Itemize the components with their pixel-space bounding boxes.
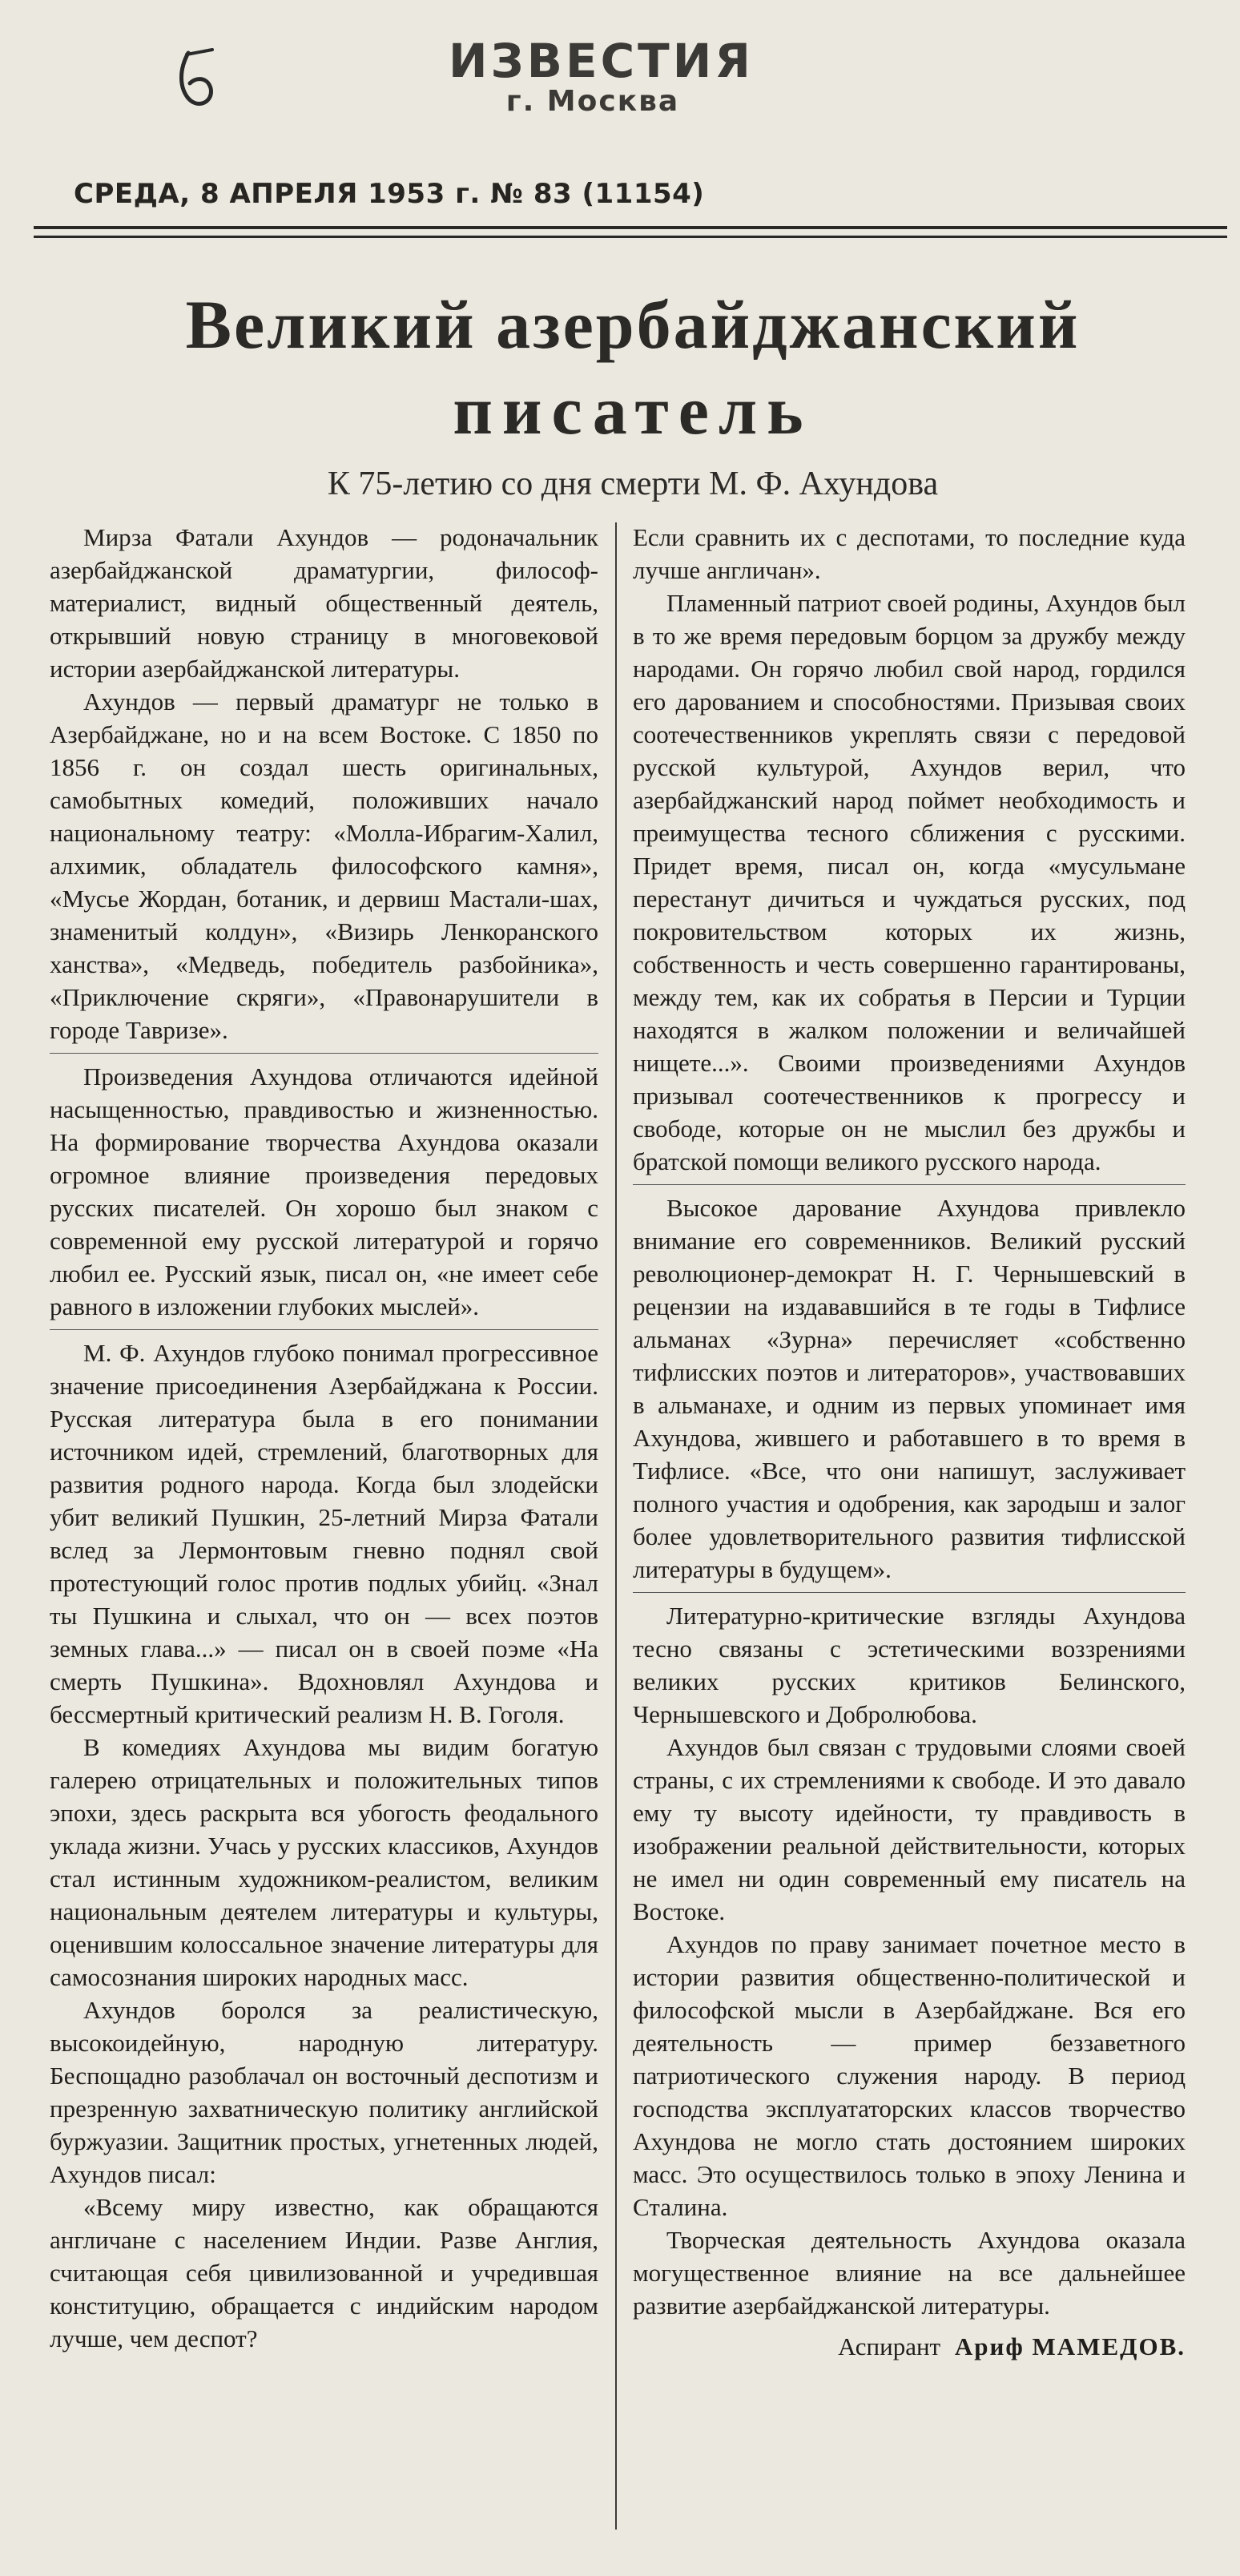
article-column-1 [50, 521, 598, 2355]
newspaper-stamp [449, 34, 754, 118]
paragraph: Пламенный патриот своей родины, Ахундов был в то же время передовым борцом за дружбу между народами. Он горячо любил свой народ, гордился его дарованием и способностями. Призывая своих соотечественников укреплять связи с передовой русской культурой, Ахундов верил, что азербайджанский народ поймет необходимость и преимущества тесного сближения с русскими. Придет время, писал он, когда «мусульмане перестанут дичиться и чуждаться русских, под покровительством которых их жизнь, собственность и честь совершенно гарантированы, между тем, как их собратья в Персии и Турции находятся в жалком положении и величайшей нищете...». Своими произведениями Ахундов призывал соотечественников к прогрессу и свободе, которые он не мыслил без дружбы и братской помощи великого русского народа. [633, 589, 1186, 1175]
header-rule-top [34, 226, 1227, 229]
handwritten-mark [164, 46, 228, 119]
signature-role: Аспирант [838, 2332, 941, 2360]
paragraph: Мирза Фатали Ахундов — родоначальник азербайджанской драматургии, философ-материалист, видный общественный деятель, открывший новую страницу в многовековой истории азербайджанской литературы. [50, 523, 598, 683]
paragraph: Если сравнить их с деспотами, то последние куда лучше англичан». [633, 523, 1186, 584]
paragraph: Ахундов по праву занимает почетное место в истории развития общественно-политической и философской мысли в Азербайджане. Вся его деятельность — пример беззаветного патриотического служения народу. В период господства эксплуататорских классов творчество Ахундова не могло стать достоянием широких масс. Это осуществилось только в эпоху Ленина и Сталина. [633, 1930, 1186, 2221]
signature [633, 2330, 1186, 2363]
paragraph: Творческая деятельность Ахундова оказала могущественное влияние на все дальнейшее развитие азербайджанской литературы. [633, 2226, 1186, 2320]
paragraph: Литературно-критические взгляды Ахундова тесно связаны с эстетическими воззрениями великих русских критиков Белинского, Чернышевского и Добролюбова. [633, 1592, 1186, 1731]
paragraph: «Всему миру известно, как обращаются англичане с населением Индии. Разве Англия, считающая себя цивилизованной и учредившая конституцию, обращается с индийским народом лучше, чем деспот? [50, 2193, 598, 2352]
paragraph: Ахундов был связан с трудовыми слоями своей страны, с их стремлениями к свободе. И это давало ему ту высоту идейности, ту правдивость в изображении реальной действительности, которых не имел ни один современный ему писатель на Востоке. [633, 1733, 1186, 1925]
column-divider [615, 522, 617, 2530]
signature-name: Ариф МАМЕДОВ. [954, 2332, 1186, 2360]
article-title-line1: Великий азербайджанский [185, 286, 1081, 363]
paragraph: Ахундов — первый драматург не только в Азербайджане, но и на всем Востоке. С 1850 по 1856 г. он создал шесть оригинальных, самобытных комедий, положивших начало национальному театру: «Молла-Ибрагим-Халил, алхимик, обладатель философского камня», «Мусье Жордан, ботаник, и дервиш Мастали-шах, знаменитый колдун», «Визирь Ленкоранского ханства», «Медведь, победитель разбойника», «Приключение скряги», «Правонарушители в городе Тавризе». [50, 687, 598, 1044]
header-rule-bottom [34, 236, 1227, 238]
paragraph: М. Ф. Ахундов глубоко понимал прогрессивное значение присоединения Азербайджана к России. Русская литература была в его понимании источником идей, стремлений, благотворных для развития родного народа. Когда был злодейски убит великий Пушкин, 25-летний Мирза Фатали вслед за Лермонтовым гневно поднял свой протестующий голос против подлых убийц. «Знал ты Пушкина и слыхал, что он — всех поэтов земных глава...» — писал он в своей поэме «На смерть Пушкина». Вдохновлял Ахундова и бессмертный критический реализм Н. В. Гоголя. [50, 1329, 598, 1731]
paragraph: Произведения Ахундова отличаются идейной насыщенностью, правдивостью и жизненностью. На формирование творчества Ахундова оказали огромное влияние произведения передовых русских писателей. Он хорошо был знаком с современной ему русской литературой и горячо любил ее. Русский язык, писал он, «не имеет себе равного в изложении глубоких мыслей». [50, 1053, 598, 1323]
article-title-line2: писатель [453, 372, 813, 449]
dateline: СРЕДА, 8 АПРЕЛЯ 1953 г. № 83 (11154) [74, 178, 705, 210]
stamp-paper-name: ИЗВЕСТИЯ [449, 34, 754, 88]
article-column-2 [633, 521, 1186, 2363]
article-subtitle: К 75-летию со дня смерти М. Ф. Ахундова [327, 466, 939, 502]
paragraph: В комедиях Ахундова мы видим богатую галерею отрицательных и положительных типов эпохи, здесь раскрыта вся убогость феодального уклада жизни. Учась у русских классиков, Ахундов стал истинным художником-реалистом, великим национальным деятелем литературы и культуры, оценившим колоссальное значение литературы для самосознания широких народных масс. [50, 1733, 598, 1991]
stamp-city: г. Москва [505, 85, 680, 118]
paragraph: Ахундов боролся за реалистическую, высокоидейную, народную литературу. Беспощадно разоблачал он восточный деспотизм и презренную захватническую политику английской буржуазии. Защитник простых, угнетенных людей, Ахундов писал: [50, 1996, 598, 2188]
paragraph: Высокое дарование Ахундова привлекло внимание его современников. Великий русский революционер-демократ Н. Г. Чернышевский в рецензии на издававшийся в те годы в Тифлисе альманах «Зурна» перечисляет «собственно тифлисских поэтов и литераторов», участвовавших в альманахе, и одним из первых упоминает имя Ахундова, жившего и работавшего в то время в Тифлисе. «Все, что они напишут, заслуживает полного участия и одобрения, как зародыш и залог более удовлетворительного развития тифлисской литературы в будущем». [633, 1184, 1186, 1586]
